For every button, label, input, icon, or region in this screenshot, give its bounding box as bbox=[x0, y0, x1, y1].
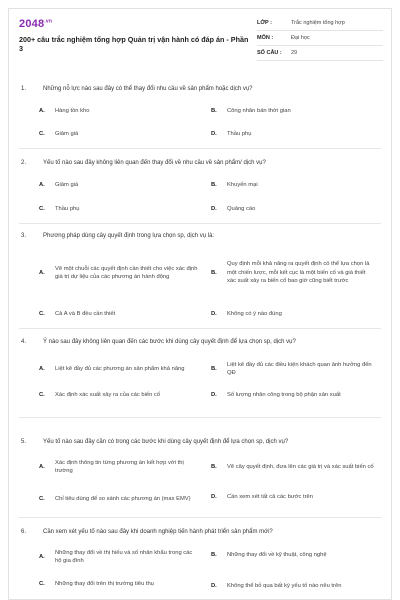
option-letter: C. bbox=[39, 581, 45, 587]
question-divider bbox=[19, 417, 381, 418]
question-number: 3. bbox=[21, 233, 27, 239]
question-stem bbox=[21, 438, 377, 446]
option-d[interactable] bbox=[211, 385, 376, 405]
option-text: Không thể bỏ qua bất kỳ yếu tố nào nêu trên bbox=[227, 582, 342, 589]
option-letter: B. bbox=[211, 365, 217, 372]
option-text: Cả A và B đều cần thiết bbox=[55, 311, 116, 317]
option-letter: A. bbox=[39, 108, 45, 114]
option-text: Xác định xác suất xảy ra của các biến cố bbox=[55, 391, 161, 398]
option-text: Liệt kê đầy đủ các điều kiện khách quan ảnh hưởng đến QĐ bbox=[227, 361, 372, 376]
option-text: Vẽ một chuỗi các quyết định cần thiết cho việc xác định giá trị dự liệu của các phương án hành động bbox=[55, 265, 198, 280]
meta-key: LỚP : bbox=[257, 20, 272, 26]
option-letter: A. bbox=[39, 182, 45, 188]
option-letter: B. bbox=[211, 108, 217, 114]
meta-value: 29 bbox=[291, 50, 298, 56]
meta-row-count bbox=[257, 46, 383, 61]
option-b[interactable] bbox=[211, 107, 376, 116]
option-c[interactable] bbox=[39, 310, 199, 319]
option-a[interactable] bbox=[39, 255, 199, 291]
option-text: Hàng tồn kho bbox=[55, 108, 90, 114]
option-letter: A. bbox=[39, 365, 45, 372]
option-a[interactable] bbox=[39, 359, 199, 379]
logo-main: 2048 bbox=[19, 18, 45, 30]
option-text: Thầu phụ bbox=[55, 206, 80, 212]
question-text: Phương pháp dùng cây quyết định trong lựa chọn sp, dịch vụ là: bbox=[43, 233, 215, 239]
option-letter: D. bbox=[211, 582, 217, 589]
question-divider bbox=[19, 328, 381, 329]
option-text: Giảm giá bbox=[55, 131, 79, 137]
page-title: 200+ câu trắc nghiệm tổng hợp Quản trị vận hành có đáp án - Phần 3 bbox=[19, 35, 249, 53]
option-b[interactable] bbox=[211, 551, 376, 560]
meta-value: Đại học bbox=[291, 35, 310, 41]
option-letter: B. bbox=[211, 182, 217, 188]
option-c[interactable] bbox=[39, 489, 199, 509]
option-letter: A. bbox=[39, 463, 45, 470]
logo-suffix: .vn bbox=[44, 18, 53, 25]
question-number: 6. bbox=[21, 529, 27, 535]
option-text: Quảng cáo bbox=[227, 206, 256, 212]
question-text: Yếu tố nào sau đây không liên quan đến thay đổi về nhu cầu về sản phẩm/ dịch vụ? bbox=[43, 160, 266, 166]
option-letter: B. bbox=[211, 552, 217, 558]
option-letter: D. bbox=[211, 391, 217, 398]
option-text: Thầu phụ bbox=[227, 131, 252, 137]
option-text: Công nhân bán thời gian bbox=[227, 108, 291, 114]
question-number: 2. bbox=[21, 160, 27, 166]
option-letter: A. bbox=[39, 269, 45, 276]
option-letter: D. bbox=[211, 494, 217, 500]
site-logo[interactable] bbox=[19, 18, 52, 30]
option-text: Cần xem xét tất cả các bước trên bbox=[227, 494, 313, 500]
meta-value: Trắc nghiệm tổng hợp bbox=[291, 20, 345, 26]
meta-table bbox=[257, 16, 383, 61]
option-a[interactable] bbox=[39, 457, 199, 477]
question-stem bbox=[21, 85, 377, 93]
option-text: Giảm giá bbox=[55, 182, 79, 188]
question-divider bbox=[19, 517, 381, 518]
option-a[interactable] bbox=[39, 547, 199, 567]
option-letter: C. bbox=[39, 495, 45, 502]
option-letter: C. bbox=[39, 391, 45, 398]
option-c[interactable] bbox=[39, 130, 199, 139]
meta-row-subject bbox=[257, 31, 383, 46]
question-stem bbox=[21, 232, 377, 240]
meta-key: SỐ CÂU : bbox=[257, 50, 282, 56]
question-text: Cần xem xét yếu tố nào sau đây khi doanh nghiệp tiến hành phát triển sản phẩm mới? bbox=[43, 529, 273, 535]
option-letter: B. bbox=[211, 269, 217, 276]
meta-key: MÔN : bbox=[257, 35, 274, 41]
option-text: Quy định mỗi khả năng ra quyết định có thể lựa chọn là một chiến lược, mỗi kết cục là một biến cố và giá thiết xác suất xảy ra biến cố bao giờ cũng biết trước bbox=[227, 261, 370, 285]
question-stem bbox=[21, 528, 377, 536]
option-letter: A. bbox=[39, 553, 45, 560]
option-letter: C. bbox=[39, 131, 45, 137]
option-text: Những thay đổi về kỹ thuật, công nghệ bbox=[227, 552, 327, 558]
option-b[interactable] bbox=[211, 252, 376, 294]
option-text: Xác định thông tin từng phương án kết hợp với thị trường bbox=[55, 459, 184, 474]
meta-row-class bbox=[257, 16, 383, 31]
option-c[interactable] bbox=[39, 205, 199, 214]
option-letter: D. bbox=[211, 131, 217, 137]
option-text: Chỉ tiêu dùng để so sánh các phương án (max EMV) bbox=[55, 495, 191, 502]
question-divider bbox=[19, 148, 381, 149]
option-d[interactable] bbox=[211, 576, 376, 596]
option-d[interactable] bbox=[211, 130, 376, 139]
option-text: Những thay đổi trên thị trường tiêu thụ bbox=[55, 581, 154, 587]
question-stem bbox=[21, 338, 377, 346]
question-stem bbox=[21, 159, 377, 167]
option-b[interactable] bbox=[211, 457, 376, 477]
option-text: Những thay đổi về thị hiếu và số nhân khẩu trong các hộ gia đình bbox=[55, 549, 193, 564]
question-number: 5. bbox=[21, 439, 27, 445]
option-d[interactable] bbox=[211, 493, 376, 502]
option-d[interactable] bbox=[211, 310, 376, 319]
option-letter: B. bbox=[211, 463, 217, 470]
option-d[interactable] bbox=[211, 205, 376, 214]
question-number: 1. bbox=[21, 86, 27, 92]
question-text: Yếu tố nào sau đây cần có trong các bước khi dùng cây quyết định để lựa chọn sp, dịch vụ? bbox=[43, 439, 289, 445]
option-c[interactable] bbox=[39, 389, 209, 401]
document-header bbox=[9, 9, 392, 59]
option-c[interactable] bbox=[39, 580, 209, 589]
question-number: 4. bbox=[21, 339, 27, 345]
question-text: Ý nào sau đây không liên quan đến các bước khi dùng cây quyết định để lựa chọn sp, dịch vụ? bbox=[43, 339, 296, 345]
option-a[interactable] bbox=[39, 181, 199, 190]
option-a[interactable] bbox=[39, 107, 199, 116]
question-text: Những nỗ lực nào sau đây có thể thay đổi nhu cầu về sản phẩm hoặc dịch vụ? bbox=[43, 86, 253, 92]
option-text: Số lượng nhân công trong bộ phận sản xuất bbox=[227, 391, 341, 398]
option-letter: C. bbox=[39, 206, 45, 212]
option-b[interactable] bbox=[211, 359, 376, 379]
question-divider bbox=[19, 223, 381, 224]
option-letter: D. bbox=[211, 311, 217, 317]
option-b[interactable] bbox=[211, 181, 376, 190]
option-text: Liệt kê đầy đủ các phương án sản phẩm khả năng bbox=[55, 365, 185, 372]
option-text: Không có ý nào đúng bbox=[227, 311, 282, 317]
option-letter: D. bbox=[211, 206, 217, 212]
option-letter: C. bbox=[39, 311, 45, 317]
option-text: Khuyến mại bbox=[227, 182, 258, 188]
document-sheet bbox=[8, 8, 392, 600]
option-text: Vẽ cây quyết định, đưa lên các giá trị và xác suất biến cố bbox=[227, 463, 374, 470]
